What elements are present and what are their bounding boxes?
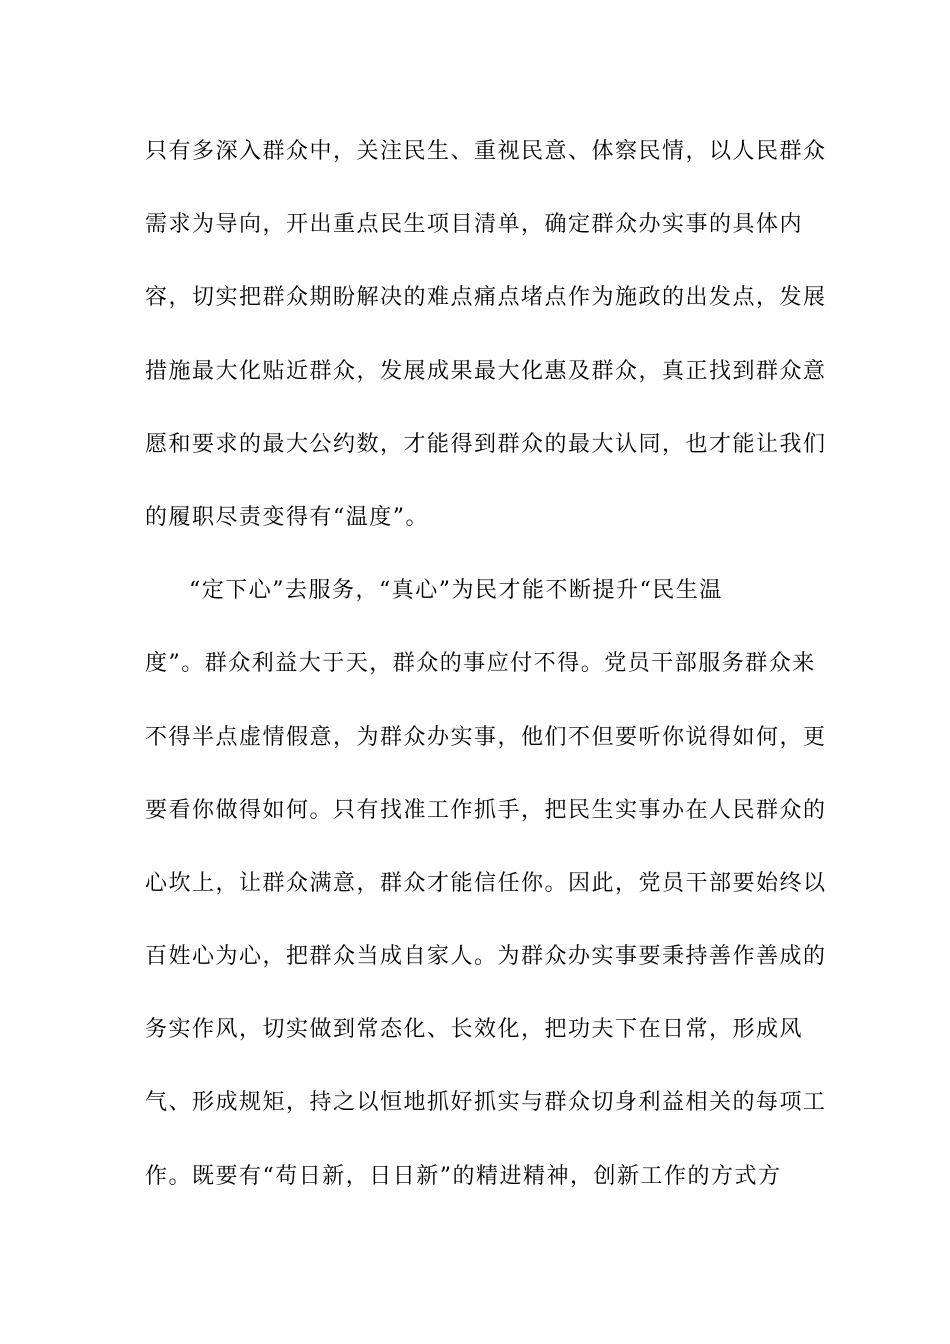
text-line: 作。既要有“苟日新，日日新”的精进精神，创新工作的方式方 xyxy=(145,1163,782,1189)
text-line: 百姓心为心，把群众当成自家人。为群众办实事要秉持善作善成的 xyxy=(145,944,827,970)
text-line: 的履职尽责变得有“温度”。 xyxy=(145,504,429,530)
text-line: 心坎上，让群众满意，群众才能信任你。因此，党员干部要始终以 xyxy=(145,870,827,896)
text-line: 只有多深入群众中，关注民生、重视民意、体察民情，以人民群众 xyxy=(145,139,827,164)
text-line: 要看你做得如何。只有找准工作抓手，把民生实事办在人民群众的 xyxy=(145,797,827,823)
text-line: 愿和要求的最大公约数，才能得到群众的最大认同，也才能让我们 xyxy=(145,431,827,457)
text-line: 容，切实把群众期盼解决的难点痛点堵点作为施政的出发点，发展 xyxy=(145,285,827,311)
paragraph-first-line: “定下心”去服务，“真心”为民才能不断提升“民生温 xyxy=(189,578,723,604)
body-text xyxy=(145,127,827,1225)
text-line: 措施最大化贴近群众，发展成果最大化惠及群众，真正找到群众意 xyxy=(145,358,827,384)
text-line: 需求为导向，开出重点民生项目清单，确定群众办实事的具体内 xyxy=(145,212,804,238)
text-line: 不得半点虚情假意，为群众办实事，他们不但要听你说得如何，更 xyxy=(145,724,827,750)
text-line: 气、形成规矩，持之以恒地抓好抓实与群众切身利益相关的每项工 xyxy=(145,1090,827,1116)
text-line: 务实作风，切实做到常态化、长效化，把功夫下在日常，形成风 xyxy=(145,1017,804,1043)
text-line: 度”。群众利益大于天，群众的事应付不得。党员干部服务群众来 xyxy=(145,651,816,677)
